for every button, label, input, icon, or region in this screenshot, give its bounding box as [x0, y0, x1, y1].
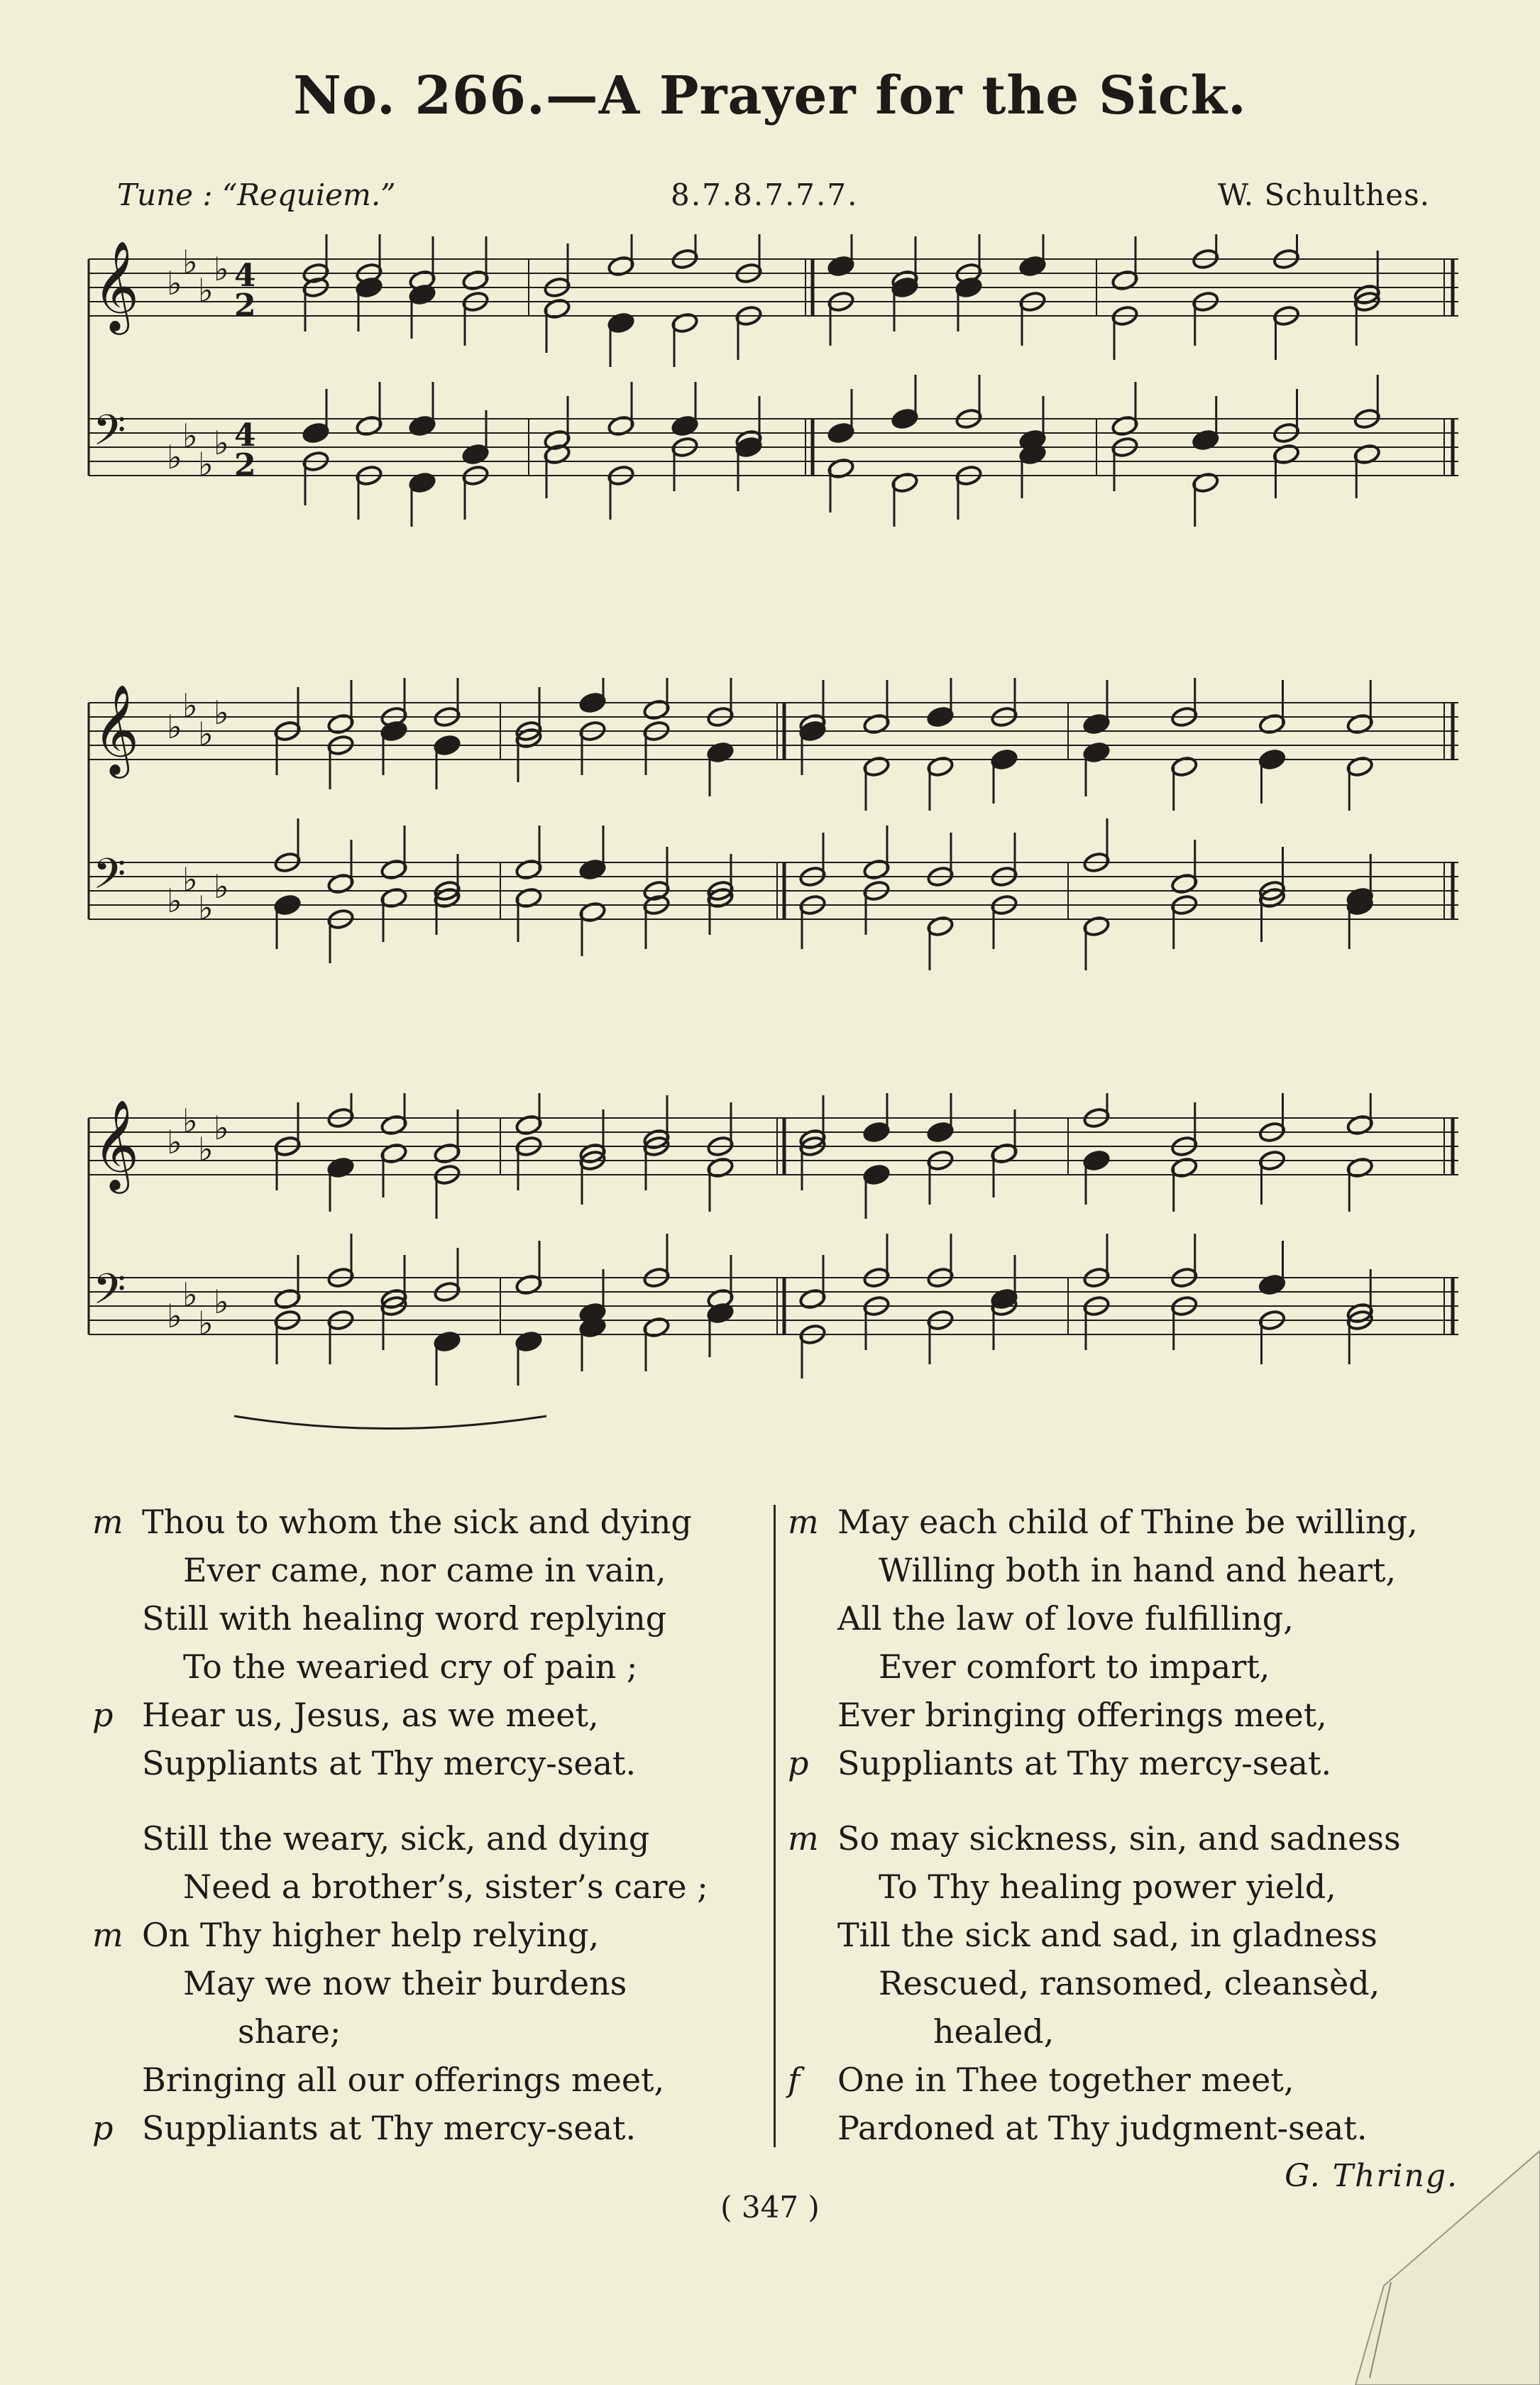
verse-line	[92, 1594, 774, 1643]
dynamic-marking: m	[92, 1916, 123, 1954]
verse-text: All the law of love fulfilling,	[837, 1599, 1294, 1638]
verses	[92, 1498, 1469, 2165]
verse-text: So may sickness, sin, and sadness	[837, 1819, 1401, 1858]
music-system-3	[82, 1093, 1465, 1448]
verse-text: Rescued, ransomed, cleansèd,	[879, 1964, 1380, 2002]
music-system-2	[82, 678, 1465, 1033]
verse-line	[92, 1739, 774, 1787]
svg-text:𝄢: 𝄢	[93, 849, 126, 909]
verse-line	[92, 2056, 774, 2104]
stanza	[92, 1814, 774, 2152]
verse-text: May each child of Thine be willing,	[837, 1503, 1418, 1541]
verse-line	[92, 1546, 774, 1594]
verse-text: Still the weary, sick, and dying	[142, 1819, 650, 1858]
dynamic-marking: p	[788, 1744, 809, 1782]
verse-text: On Thy higher help relying,	[142, 1916, 600, 1954]
dynamic-marking: f	[788, 2061, 801, 2099]
verse-text: Need a brother’s, sister’s care ;	[183, 1868, 708, 1906]
verse-line	[788, 2007, 1469, 2056]
verse-line	[92, 1863, 774, 1911]
svg-text:♭: ♭	[214, 1109, 229, 1147]
stanza	[788, 1498, 1469, 1787]
svg-text:𝄞: 𝄞	[93, 684, 140, 774]
verse-line	[788, 1643, 1469, 1691]
hymn-meter: 8.7.8.7.7.7.	[671, 177, 859, 212]
verse-text: Willing both in hand and heart,	[879, 1551, 1397, 1589]
dynamic-marking: p	[92, 2109, 114, 2147]
svg-text:♭: ♭	[167, 264, 182, 302]
svg-text:2: 2	[234, 447, 256, 483]
verse-line	[92, 1911, 774, 1959]
page-number: ( 347 )	[720, 2190, 820, 2225]
verse-text: Pardoned at Thy judgment-seat.	[837, 2109, 1368, 2147]
stanza	[788, 1814, 1469, 2152]
verse-line	[92, 1643, 774, 1691]
page-corner-fold	[1341, 2144, 1540, 2385]
verse-line	[788, 1959, 1469, 2007]
verse-text: Still with healing word replying	[142, 1599, 667, 1638]
verse-line	[788, 1911, 1469, 1959]
verse-text: May we now their burdens	[183, 1964, 627, 2002]
verse-line	[788, 1814, 1469, 1863]
svg-text:♭: ♭	[214, 693, 229, 732]
hymn-title: No. 266.—A Prayer for the Sick.	[293, 65, 1247, 126]
verse-text: Suppliants at Thy mercy-seat.	[837, 1744, 1332, 1782]
svg-text:♭: ♭	[198, 445, 214, 483]
column-divider	[774, 1505, 776, 2147]
svg-text:2: 2	[234, 287, 256, 324]
svg-text:𝄞: 𝄞	[93, 240, 140, 331]
verse-line	[92, 2007, 774, 2056]
verse-text: Hear us, Jesus, as we meet,	[142, 1696, 599, 1734]
svg-text:♭: ♭	[214, 1283, 229, 1321]
svg-text:♭: ♭	[182, 243, 198, 281]
verse-text: To the wearied cry of pain ;	[183, 1647, 638, 1686]
svg-text:♭: ♭	[198, 715, 214, 753]
tune-info	[117, 177, 1430, 227]
svg-text:♭: ♭	[167, 1297, 182, 1335]
verse-line	[788, 1691, 1469, 1739]
svg-text:♭: ♭	[214, 250, 229, 288]
svg-text:♭: ♭	[182, 686, 198, 725]
verse-line	[92, 1498, 774, 1546]
verse-text: Suppliants at Thy mercy-seat.	[142, 2109, 637, 2147]
composer-name: W. Schulthes.	[1217, 177, 1430, 212]
verse-line	[788, 1498, 1469, 1546]
svg-text:𝄢: 𝄢	[93, 405, 126, 465]
svg-text:♭: ♭	[182, 1102, 198, 1140]
verse-text: Till the sick and sad, in gladness	[837, 1916, 1377, 1954]
verse-text: Ever bringing offerings meet,	[837, 1696, 1327, 1734]
verse-text: healed,	[933, 2012, 1055, 2051]
verse-text: Thou to whom the sick and dying	[142, 1503, 692, 1541]
verse-text: To Thy healing power yield,	[879, 1868, 1336, 1906]
verse-line	[92, 1959, 774, 2007]
svg-text:♭: ♭	[198, 889, 214, 927]
verses-right-column	[788, 1498, 1469, 2179]
verses-left-column	[92, 1498, 774, 2179]
svg-text:♭: ♭	[167, 882, 182, 920]
svg-text:♭: ♭	[182, 417, 198, 455]
verse-line	[92, 2104, 774, 2152]
music-system-1	[82, 234, 1465, 589]
verse-text: Ever comfort to impart,	[879, 1647, 1270, 1686]
dynamic-marking: m	[92, 1503, 123, 1541]
verse-line	[92, 1691, 774, 1739]
svg-text:♭: ♭	[182, 1276, 198, 1314]
verse-text: Ever came, nor came in vain,	[183, 1551, 666, 1589]
svg-text:♭: ♭	[198, 1304, 214, 1342]
svg-text:𝄞: 𝄞	[93, 1099, 140, 1190]
svg-text:♭: ♭	[198, 271, 214, 309]
verse-line	[788, 1594, 1469, 1643]
svg-text:♭: ♭	[167, 708, 182, 746]
verse-line	[788, 1546, 1469, 1594]
verse-line	[788, 1863, 1469, 1911]
verse-text: Suppliants at Thy mercy-seat.	[142, 1744, 637, 1782]
svg-text:♭: ♭	[214, 867, 229, 906]
verse-text: Bringing all our offerings meet,	[142, 2061, 665, 2099]
svg-text:♭: ♭	[167, 438, 182, 476]
verse-text: One in Thee together meet,	[837, 2061, 1294, 2099]
svg-text:♭: ♭	[198, 1130, 214, 1168]
dynamic-marking: m	[788, 1503, 819, 1541]
svg-text:♭: ♭	[167, 1123, 182, 1161]
verse-text: share;	[238, 2012, 341, 2051]
stanza	[92, 1498, 774, 1787]
svg-text:♭: ♭	[182, 860, 198, 899]
svg-text:𝄢: 𝄢	[93, 1264, 126, 1324]
tune-name: Tune : “Requiem.”	[117, 177, 396, 212]
svg-text:4: 4	[234, 417, 256, 454]
dynamic-marking: p	[92, 1696, 114, 1734]
svg-text:4: 4	[234, 258, 256, 294]
svg-text:♭: ♭	[214, 424, 229, 462]
lyricist-name: G. Thring.	[1285, 2158, 1458, 2194]
verse-line	[92, 1814, 774, 1863]
dynamic-marking: m	[788, 1819, 819, 1858]
verse-line	[788, 1739, 1469, 1787]
verse-line	[788, 2056, 1469, 2104]
